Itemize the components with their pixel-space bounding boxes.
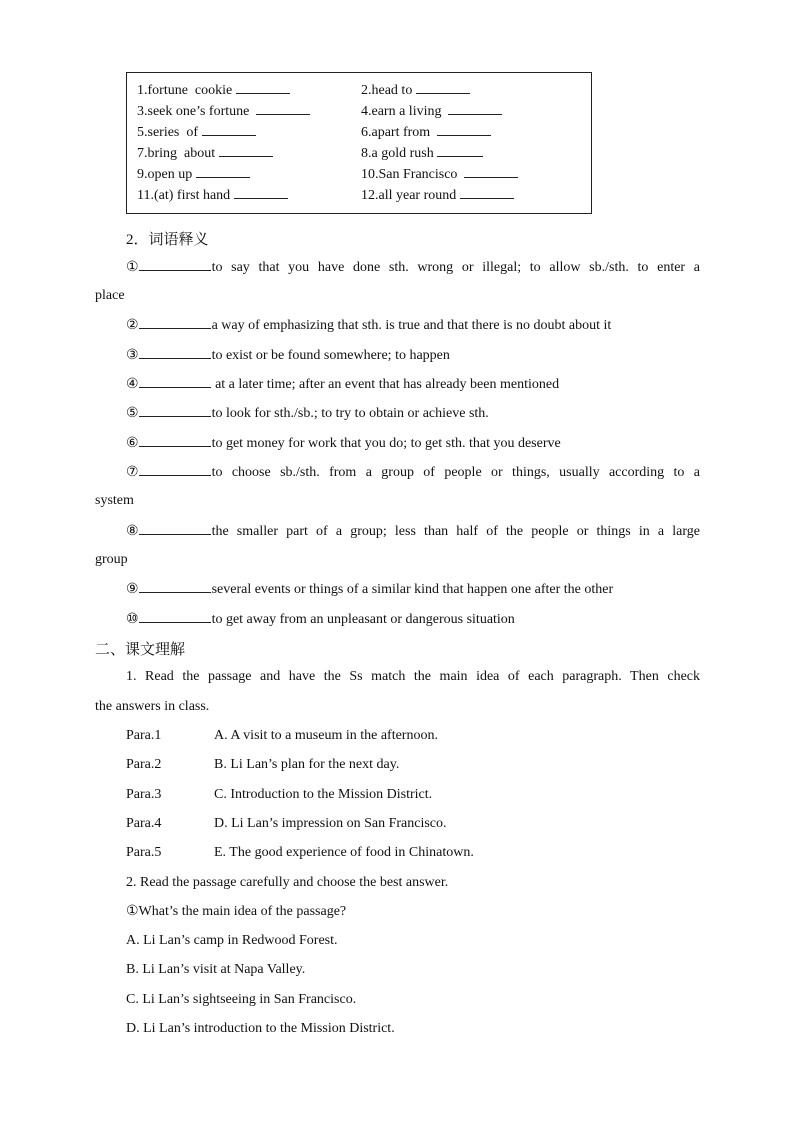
- phrase-item: 5.series of: [137, 125, 199, 140]
- main-idea-option: B. Li Lan’s plan for the next day.: [214, 757, 400, 772]
- definition-number: ⑥: [126, 436, 139, 451]
- definition-text: to get away from an unpleasant or dangerous situation: [211, 612, 515, 627]
- answer-blank[interactable]: [139, 434, 211, 447]
- answer-option[interactable]: A. Li Lan’s camp in Redwood Forest.: [126, 933, 338, 948]
- phrase-row: [137, 144, 585, 164]
- task-instruction: 2. Read the passage carefully and choose the best answer.: [126, 875, 449, 890]
- answer-blank[interactable]: [139, 463, 211, 476]
- answer-blank[interactable]: [196, 165, 250, 178]
- answer-blank[interactable]: [256, 102, 310, 115]
- answer-blank[interactable]: [139, 580, 211, 593]
- phrase-item: 10.San Francisco: [361, 167, 458, 182]
- answer-blank[interactable]: [437, 144, 483, 157]
- definition-text: the smaller part of a group; less than half of the people or things in a large: [211, 524, 700, 539]
- definition-item: [126, 258, 700, 276]
- answer-blank[interactable]: [139, 258, 211, 271]
- answer-blank[interactable]: [236, 81, 290, 94]
- phrase-item: 6.apart from: [361, 125, 431, 140]
- answer-blank[interactable]: [139, 610, 211, 623]
- paragraph-label: Para.1: [126, 728, 162, 743]
- main-idea-option: E. The good experience of food in Chinatown.: [214, 845, 474, 860]
- definition-number: ①: [126, 260, 139, 275]
- phrase-row: [137, 186, 585, 206]
- phrase-item: 8.a gold rush: [361, 146, 434, 161]
- definition-text: to choose sb./sth. from a group of people or things, usually according to a: [211, 465, 700, 480]
- definition-text: to look for sth./sb.; to try to obtain or achieve sth.: [211, 406, 489, 421]
- definition-number: ⑧: [126, 524, 139, 539]
- phrase-row: [137, 102, 585, 122]
- answer-blank[interactable]: [202, 123, 256, 136]
- phrase-item: 3.seek one’s fortune: [137, 104, 250, 119]
- definition-text: to get money for work that you do; to get sth. that you deserve: [211, 436, 561, 451]
- definition-text: several events or things of a similar kind that happen one after the other: [211, 582, 614, 597]
- answer-blank[interactable]: [448, 102, 502, 115]
- answer-blank[interactable]: [139, 346, 211, 359]
- definition-item: [126, 404, 489, 422]
- definition-item: [126, 434, 561, 452]
- phrase-item: 9.open up: [137, 167, 193, 182]
- answer-blank[interactable]: [139, 404, 211, 417]
- definition-item: [126, 346, 450, 364]
- paragraph-label: Para.4: [126, 816, 162, 831]
- answer-blank[interactable]: [234, 186, 288, 199]
- main-idea-option: D. Li Lan’s impression on San Francisco.: [214, 816, 447, 831]
- definition-number: ②: [126, 318, 139, 333]
- phrase-item: 12.all year round: [361, 188, 457, 203]
- definition-item: [126, 463, 700, 481]
- part-heading: 二、课文理解: [95, 642, 186, 658]
- answer-option[interactable]: C. Li Lan’s sightseeing in San Francisco.: [126, 992, 357, 1007]
- phrase-table: [126, 72, 592, 214]
- paragraph-label: Para.2: [126, 757, 162, 772]
- phrase-item: 11.(at) first hand: [137, 188, 231, 203]
- definition-text: to exist or be found somewhere; to happen: [211, 348, 450, 363]
- definition-item: [126, 316, 611, 334]
- answer-blank[interactable]: [139, 375, 211, 388]
- definition-continuation: group: [95, 552, 128, 567]
- answer-blank[interactable]: [416, 81, 470, 94]
- definition-text: at a later time; after an event that has already been mentioned: [211, 377, 560, 392]
- paragraph-label: Para.5: [126, 845, 162, 860]
- phrase-row: [137, 123, 585, 143]
- answer-option[interactable]: D. Li Lan’s introduction to the Mission District.: [126, 1021, 395, 1036]
- main-idea-option: A. A visit to a museum in the afternoon.: [214, 728, 438, 743]
- phrase-item: 4.earn a living: [361, 104, 442, 119]
- task-instruction-continuation: the answers in class.: [95, 699, 210, 714]
- answer-blank[interactable]: [219, 144, 273, 157]
- definition-number: ⑤: [126, 406, 139, 421]
- definition-item: [126, 375, 559, 393]
- phrase-item: 7.bring about: [137, 146, 216, 161]
- main-idea-option: C. Introduction to the Mission District.: [214, 787, 433, 802]
- definition-number: ⑦: [126, 465, 139, 480]
- task-instruction: 1. Read the passage and have the Ss match the main idea of each paragraph. Then check: [126, 669, 700, 684]
- section-heading: 2．词语释义: [126, 232, 209, 248]
- answer-option[interactable]: B. Li Lan’s visit at Napa Valley.: [126, 962, 306, 977]
- definition-item: [126, 522, 700, 540]
- definition-number: ④: [126, 377, 139, 392]
- question: ①What’s the main idea of the passage?: [126, 904, 347, 919]
- definition-continuation: place: [95, 288, 125, 303]
- answer-blank[interactable]: [437, 123, 491, 136]
- answer-blank[interactable]: [139, 522, 211, 535]
- definition-number: ⑩: [126, 612, 139, 627]
- answer-blank[interactable]: [464, 165, 518, 178]
- answer-blank[interactable]: [460, 186, 514, 199]
- phrase-row: [137, 165, 585, 185]
- definition-text: a way of emphasizing that sth. is true and that there is no doubt about it: [211, 318, 612, 333]
- phrase-item: 1.fortune cookie: [137, 83, 233, 98]
- definition-continuation: system: [95, 493, 134, 508]
- definition-number: ③: [126, 348, 139, 363]
- definition-number: ⑨: [126, 582, 139, 597]
- definition-item: [126, 610, 515, 628]
- definition-text: to say that you have done sth. wrong or illegal; to allow sb./sth. to enter a: [211, 260, 700, 275]
- phrase-row: [137, 81, 585, 101]
- answer-blank[interactable]: [139, 316, 211, 329]
- phrase-item: 2.head to: [361, 83, 413, 98]
- paragraph-label: Para.3: [126, 787, 162, 802]
- definition-item: [126, 580, 613, 598]
